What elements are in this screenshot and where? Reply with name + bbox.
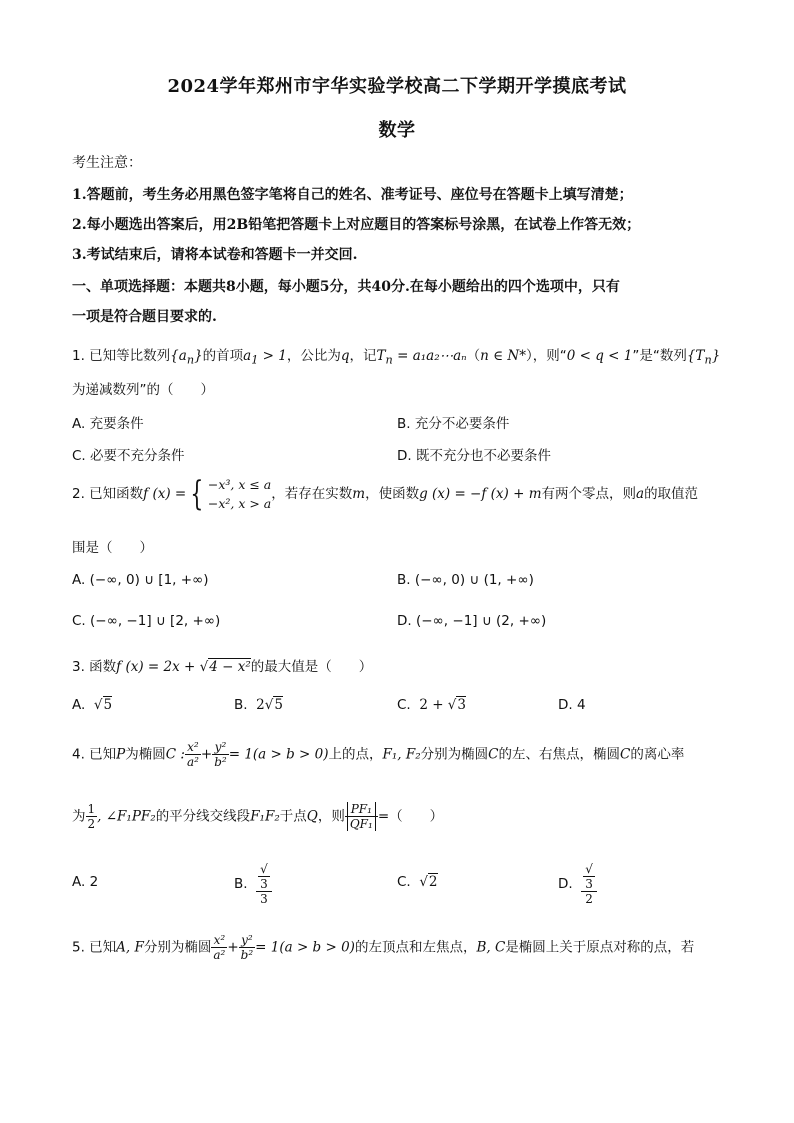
q1-option-d: D. 既不充分也不必要条件: [397, 448, 551, 464]
q4-option-c: C. √2: [397, 874, 438, 890]
question-1-line1: 1. 已知等比数列$\{a_n\}$的首项$a_1 > 1$，公比为q，记$T_n$ = a₁a₂⋯aₙ（n ∈ N*），则“0 < q < 1”是“数列$\{T_n\}$: [72, 348, 721, 367]
section-heading-line2: 一项是符合题目要求的.: [72, 309, 217, 325]
q4-option-a: A. 2: [72, 874, 99, 890]
question-2-line1: 2. 已知函数f (x) = { −x³, x ≤ a −x², x > a ，若存在实数m，使函数g (x) = −f (x) + m有两个零点，则a的取值范: [72, 474, 699, 514]
note-item-3: 3.考试结束后，请将本试卷和答题卡一并交回.: [72, 247, 358, 263]
note-item-2: 2.每小题选出答案后，用2B铅笔把答题卡上对应题目的答案标号涂黑，在试卷上作答无效；: [72, 217, 641, 233]
q1-option-c: C. 必要不充分条件: [72, 448, 185, 464]
question-4-line1: 4. 已知P为椭圆C : $\frac{\text{x²}}{\text{a²}}$ + $\frac{\text{y²}}{\text{b²}}$ = 1(a > b > 0)上的点，F₁, F₂分别为椭圆C的左、右焦点，椭圆C的离心率: [72, 740, 685, 769]
question-2-line2: 围是（ ）: [72, 540, 153, 556]
section-heading-line1: 一、单项选择题：本题共8小题，每小题5分，共40分.在每小题给出的四个选项中，只有: [72, 279, 620, 295]
q2-option-a: A. (−∞, 0) ∪ [1, +∞): [72, 572, 209, 588]
note-item-1: 1.答题前，考生务必用黑色签字笔将自己的姓名、准考证号、座位号在答题卡上填写清楚；: [72, 187, 633, 203]
q1-option-b: B. 充分不必要条件: [397, 416, 510, 432]
q3-option-a: A. √5: [72, 697, 113, 713]
question-5-line1: 5. 已知A, F分别为椭圆 $\frac{\text{x²}}{\text{a²}}$ + $\frac{\text{y²}}{\text{b²}}$ = 1(a > b > 0)的左顶点和左焦点，B, C是椭圆上关于原点对称的点，若: [72, 933, 695, 962]
question-3-line1: 3. 函数f (x) = 2x + √4 − x²的最大值是（ ）: [72, 659, 373, 675]
q3-option-b: B. 2√5: [234, 697, 283, 713]
question-4-line2: 为 $\frac{1}{2}$ , ∠F₁PF₂的平分线交线段F₁F₂于点Q，则 $\frac{\text{PF₁}}{\text{QF₁}}$ =（ ）: [72, 802, 444, 831]
q4-option-d: D. √ 3 2: [558, 862, 597, 906]
exam-subject: 数学: [378, 120, 416, 141]
q2-option-c: C. (−∞, −1] ∪ [2, +∞): [72, 613, 221, 629]
q3-option-c: C. 2 + √3: [397, 697, 466, 713]
notes-heading: 考生注意：: [72, 155, 142, 171]
q1-option-a: A. 充要条件: [72, 416, 144, 432]
q3-option-d: D. 4: [558, 697, 586, 713]
q2-option-b: B. (−∞, 0) ∪ (1, +∞): [397, 572, 534, 588]
q4-option-b: B. √ 3 3: [234, 862, 272, 906]
exam-title: 2024学年郑州市宇华实验学校高二下学期开学摸底考试: [167, 76, 627, 97]
q2-option-d: D. (−∞, −1] ∪ (2, +∞): [397, 613, 547, 629]
question-1-line2: 为递减数列”的（ ）: [72, 382, 214, 398]
sequence-an: $\{a_n\}$: [170, 348, 203, 367]
